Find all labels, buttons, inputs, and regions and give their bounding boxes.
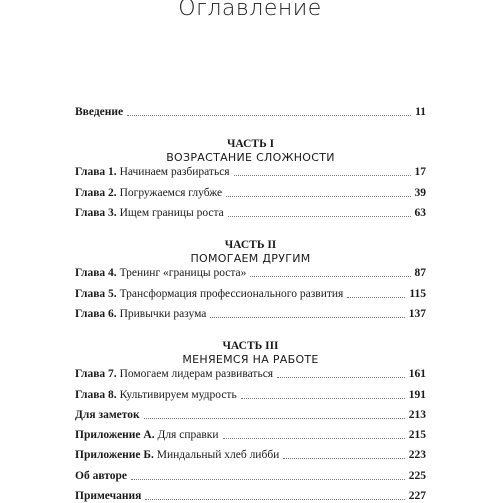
entry-label: Об авторе (75, 470, 127, 482)
part-1-title: ЧАСТЬ I (226, 138, 275, 150)
dot-leader (131, 479, 405, 480)
dot-leader (228, 216, 411, 217)
dot-leader (347, 297, 405, 298)
chapter-title: Культивируем мудрость (119, 389, 237, 401)
page-number: 39 (414, 187, 426, 199)
toc-entry-appendix-b[interactable] (75, 446, 426, 462)
appendix-number: Приложение Б. (75, 449, 154, 461)
page-number: 215 (408, 429, 426, 441)
toc-entry-chapter-5[interactable] (75, 285, 426, 301)
page-number: 213 (408, 409, 426, 421)
toc-entry-chapter-4[interactable] (75, 264, 426, 280)
chapter-title: Трансформация профессионального развития (119, 288, 344, 300)
entry-label: Примечания (75, 490, 142, 502)
page-number: 137 (408, 308, 426, 320)
entry-label: Для заметок (75, 409, 140, 421)
chapter-title: Тренинг «границы роста» (119, 267, 247, 279)
page-number: 63 (414, 207, 426, 219)
toc-entry-appendix-a[interactable] (75, 426, 426, 442)
dot-leader (127, 115, 411, 116)
chapter-number: Глава 3. (75, 207, 117, 219)
dot-leader (144, 418, 405, 419)
chapter-title: Ищем границы роста (119, 207, 224, 219)
page-number: 17 (414, 166, 426, 178)
chapter-number: Глава 1. (75, 166, 117, 178)
page-number: 161 (408, 368, 426, 380)
page-number: 11 (415, 106, 426, 118)
part-3-subtitle: МЕНЯЕМСЯ НА РАБОТЕ (182, 353, 319, 366)
chapter-title: Помогаем лидерам развиваться (119, 368, 274, 380)
dot-leader (234, 175, 411, 176)
part-3-title: ЧАСТЬ III (222, 340, 279, 352)
part-2-subtitle: ПОМОГАЕМ ДРУГИМ (190, 252, 311, 265)
appendix-number: Приложение А. (75, 429, 155, 441)
page-number: 225 (408, 470, 426, 482)
chapter-number: Глава 7. (75, 368, 117, 380)
entry-label: Введение (75, 106, 124, 118)
dot-leader (210, 317, 404, 318)
chapter-number: Глава 5. (75, 288, 117, 300)
dot-leader (250, 276, 410, 277)
toc-entry-about-author[interactable] (75, 467, 426, 483)
appendix-title: Для справки (157, 429, 219, 441)
dot-leader (226, 196, 410, 197)
toc-entry-endnotes[interactable] (75, 487, 426, 503)
appendix-title: Миндальный хлеб либби (156, 449, 280, 461)
page-number: 115 (409, 288, 426, 300)
chapter-number: Глава 2. (75, 187, 117, 199)
page-number: 87 (414, 267, 426, 279)
toc-entry-chapter-2[interactable] (75, 184, 426, 200)
part-2-title: ЧАСТЬ II (224, 239, 277, 251)
chapter-title: Привычки разума (119, 308, 207, 320)
dot-leader (277, 377, 405, 378)
dot-leader (283, 458, 404, 459)
dot-leader (223, 438, 405, 439)
toc-entry-chapter-7[interactable] (75, 365, 426, 381)
chapter-number: Глава 8. (75, 389, 117, 401)
chapter-number: Глава 6. (75, 308, 117, 320)
toc-entry-chapter-6[interactable] (75, 305, 426, 321)
toc-entry-notes[interactable] (75, 406, 426, 422)
page-number: 191 (408, 389, 426, 401)
toc-entry-chapter-1[interactable] (75, 163, 426, 179)
page-title: Оглавление (178, 0, 322, 21)
chapter-title: Начинаем разбираться (119, 166, 230, 178)
chapter-title: Погружаемся глубже (119, 187, 223, 199)
page-number: 227 (408, 490, 426, 502)
chapter-number: Глава 4. (75, 267, 117, 279)
dot-leader (241, 398, 405, 399)
part-1-subtitle: ВОЗРАСТАНИЕ СЛОЖНОСТИ (166, 151, 335, 164)
page-number: 223 (408, 449, 426, 461)
toc-entry-intro[interactable] (75, 103, 426, 119)
toc-entry-chapter-3[interactable] (75, 204, 426, 220)
toc-entry-chapter-8[interactable] (75, 386, 426, 402)
